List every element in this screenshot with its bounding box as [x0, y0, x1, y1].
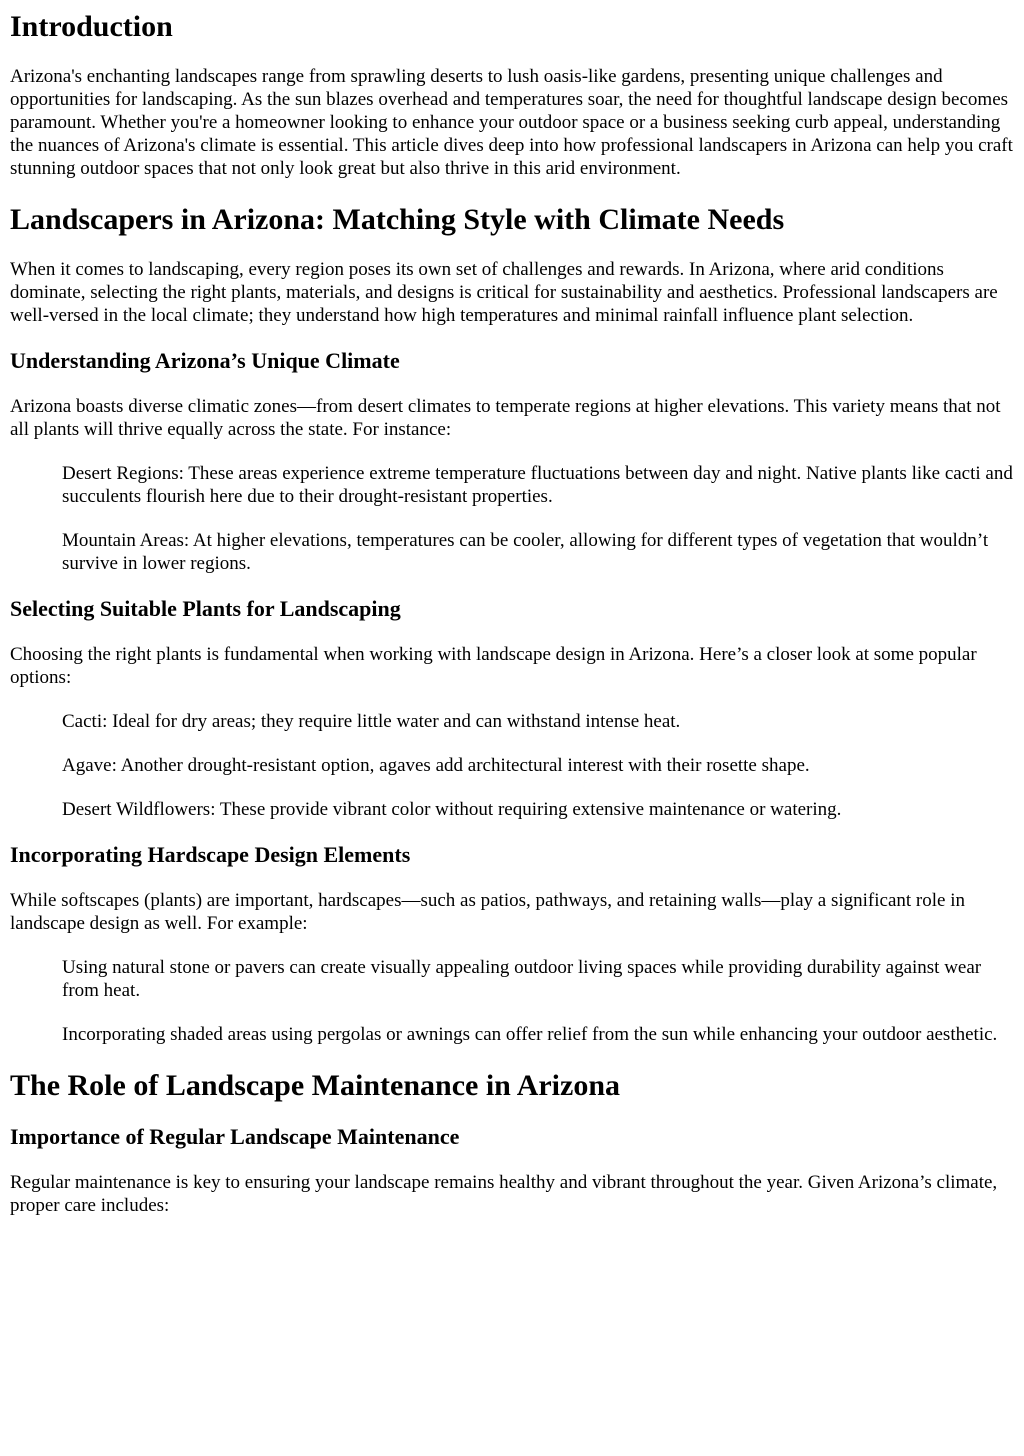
maintenance-paragraph: Regular maintenance is key to ensuring your landscape remains healthy and vibrant throughout the year. Given Arizona’s climate, proper care includes:: [10, 1172, 998, 1216]
plants-paragraph: Choosing the right plants is fundamental when working with landscape design in Arizona. Here’s a closer look at some popular options:: [10, 644, 977, 688]
article: [0, 10, 1024, 1217]
heading-introduction: Introduction: [10, 10, 173, 43]
matching-paragraph: When it comes to landscaping, every region poses its own set of challenges and rewards. In Arizona, where arid conditions dominate, selecting the right plants, materials, and designs is critical for sustainability and aesthetics. Professional landscapers are well-versed in the local climate; they understand how high temperatures and minimal rainfall influence plant selection.: [10, 259, 998, 326]
list-item: Mountain Areas: At higher elevations, temperatures can be cooler, allowing for different types of vegetation that wouldn’t survive in lower regions.: [62, 530, 989, 574]
heading-maintenance-role: The Role of Landscape Maintenance in Arizona: [10, 1069, 621, 1102]
list-item: Incorporating shaded areas using pergolas or awnings can offer relief from the sun while enhancing your outdoor aesthetic.: [62, 1024, 998, 1045]
list-item: Desert Regions: These areas experience extreme temperature fluctuations between day and night. Native plants like cacti and succulents flourish here due to their drought-resistant properties.: [62, 463, 1013, 507]
heading-unique-climate: Understanding Arizona’s Unique Climate: [10, 348, 400, 373]
heading-regular-maintenance: Importance of Regular Landscape Maintenance: [10, 1124, 460, 1149]
hardscape-list: [10, 956, 1014, 1046]
plants-list: [10, 710, 1014, 821]
heading-suitable-plants: Selecting Suitable Plants for Landscaping: [10, 596, 401, 621]
heading-hardscape: Incorporating Hardscape Design Elements: [10, 842, 411, 867]
list-item: Using natural stone or pavers can create visually appealing outdoor living spaces while providing durability against wear from heat.: [62, 957, 982, 1001]
list-item: Cacti: Ideal for dry areas; they require little water and can withstand intense heat.: [62, 711, 681, 732]
climate-list: [10, 462, 1014, 575]
heading-matching-style: Landscapers in Arizona: Matching Style with Climate Needs: [10, 203, 785, 236]
list-item: Agave: Another drought-resistant option, agaves add architectural interest with their rosette shape.: [62, 755, 810, 776]
hardscape-paragraph: While softscapes (plants) are important, hardscapes—such as patios, pathways, and retaining walls—play a significant role in landscape design as well. For example:: [10, 890, 966, 934]
list-item: Desert Wildflowers: These provide vibrant color without requiring extensive maintenance or watering.: [62, 799, 842, 820]
intro-paragraph: Arizona's enchanting landscapes range from sprawling deserts to lush oasis-like gardens, presenting unique challenges and opportunities for landscaping. As the sun blazes overhead and temperatures soar, the need for thoughtful landscape design becomes paramount. Whether you're a homeowner looking to enhance your outdoor space or a business seeking curb appeal, understanding the nuances of Arizona's climate is essential. This article dives deep into how professional landscapers in Arizona can help you craft stunning outdoor spaces that not only look great but also thrive in this arid environment.: [10, 66, 1013, 179]
climate-paragraph: Arizona boasts diverse climatic zones—from desert climates to temperate regions at higher elevations. This variety means that not all plants will thrive equally across the state. For instance:: [10, 396, 1001, 440]
